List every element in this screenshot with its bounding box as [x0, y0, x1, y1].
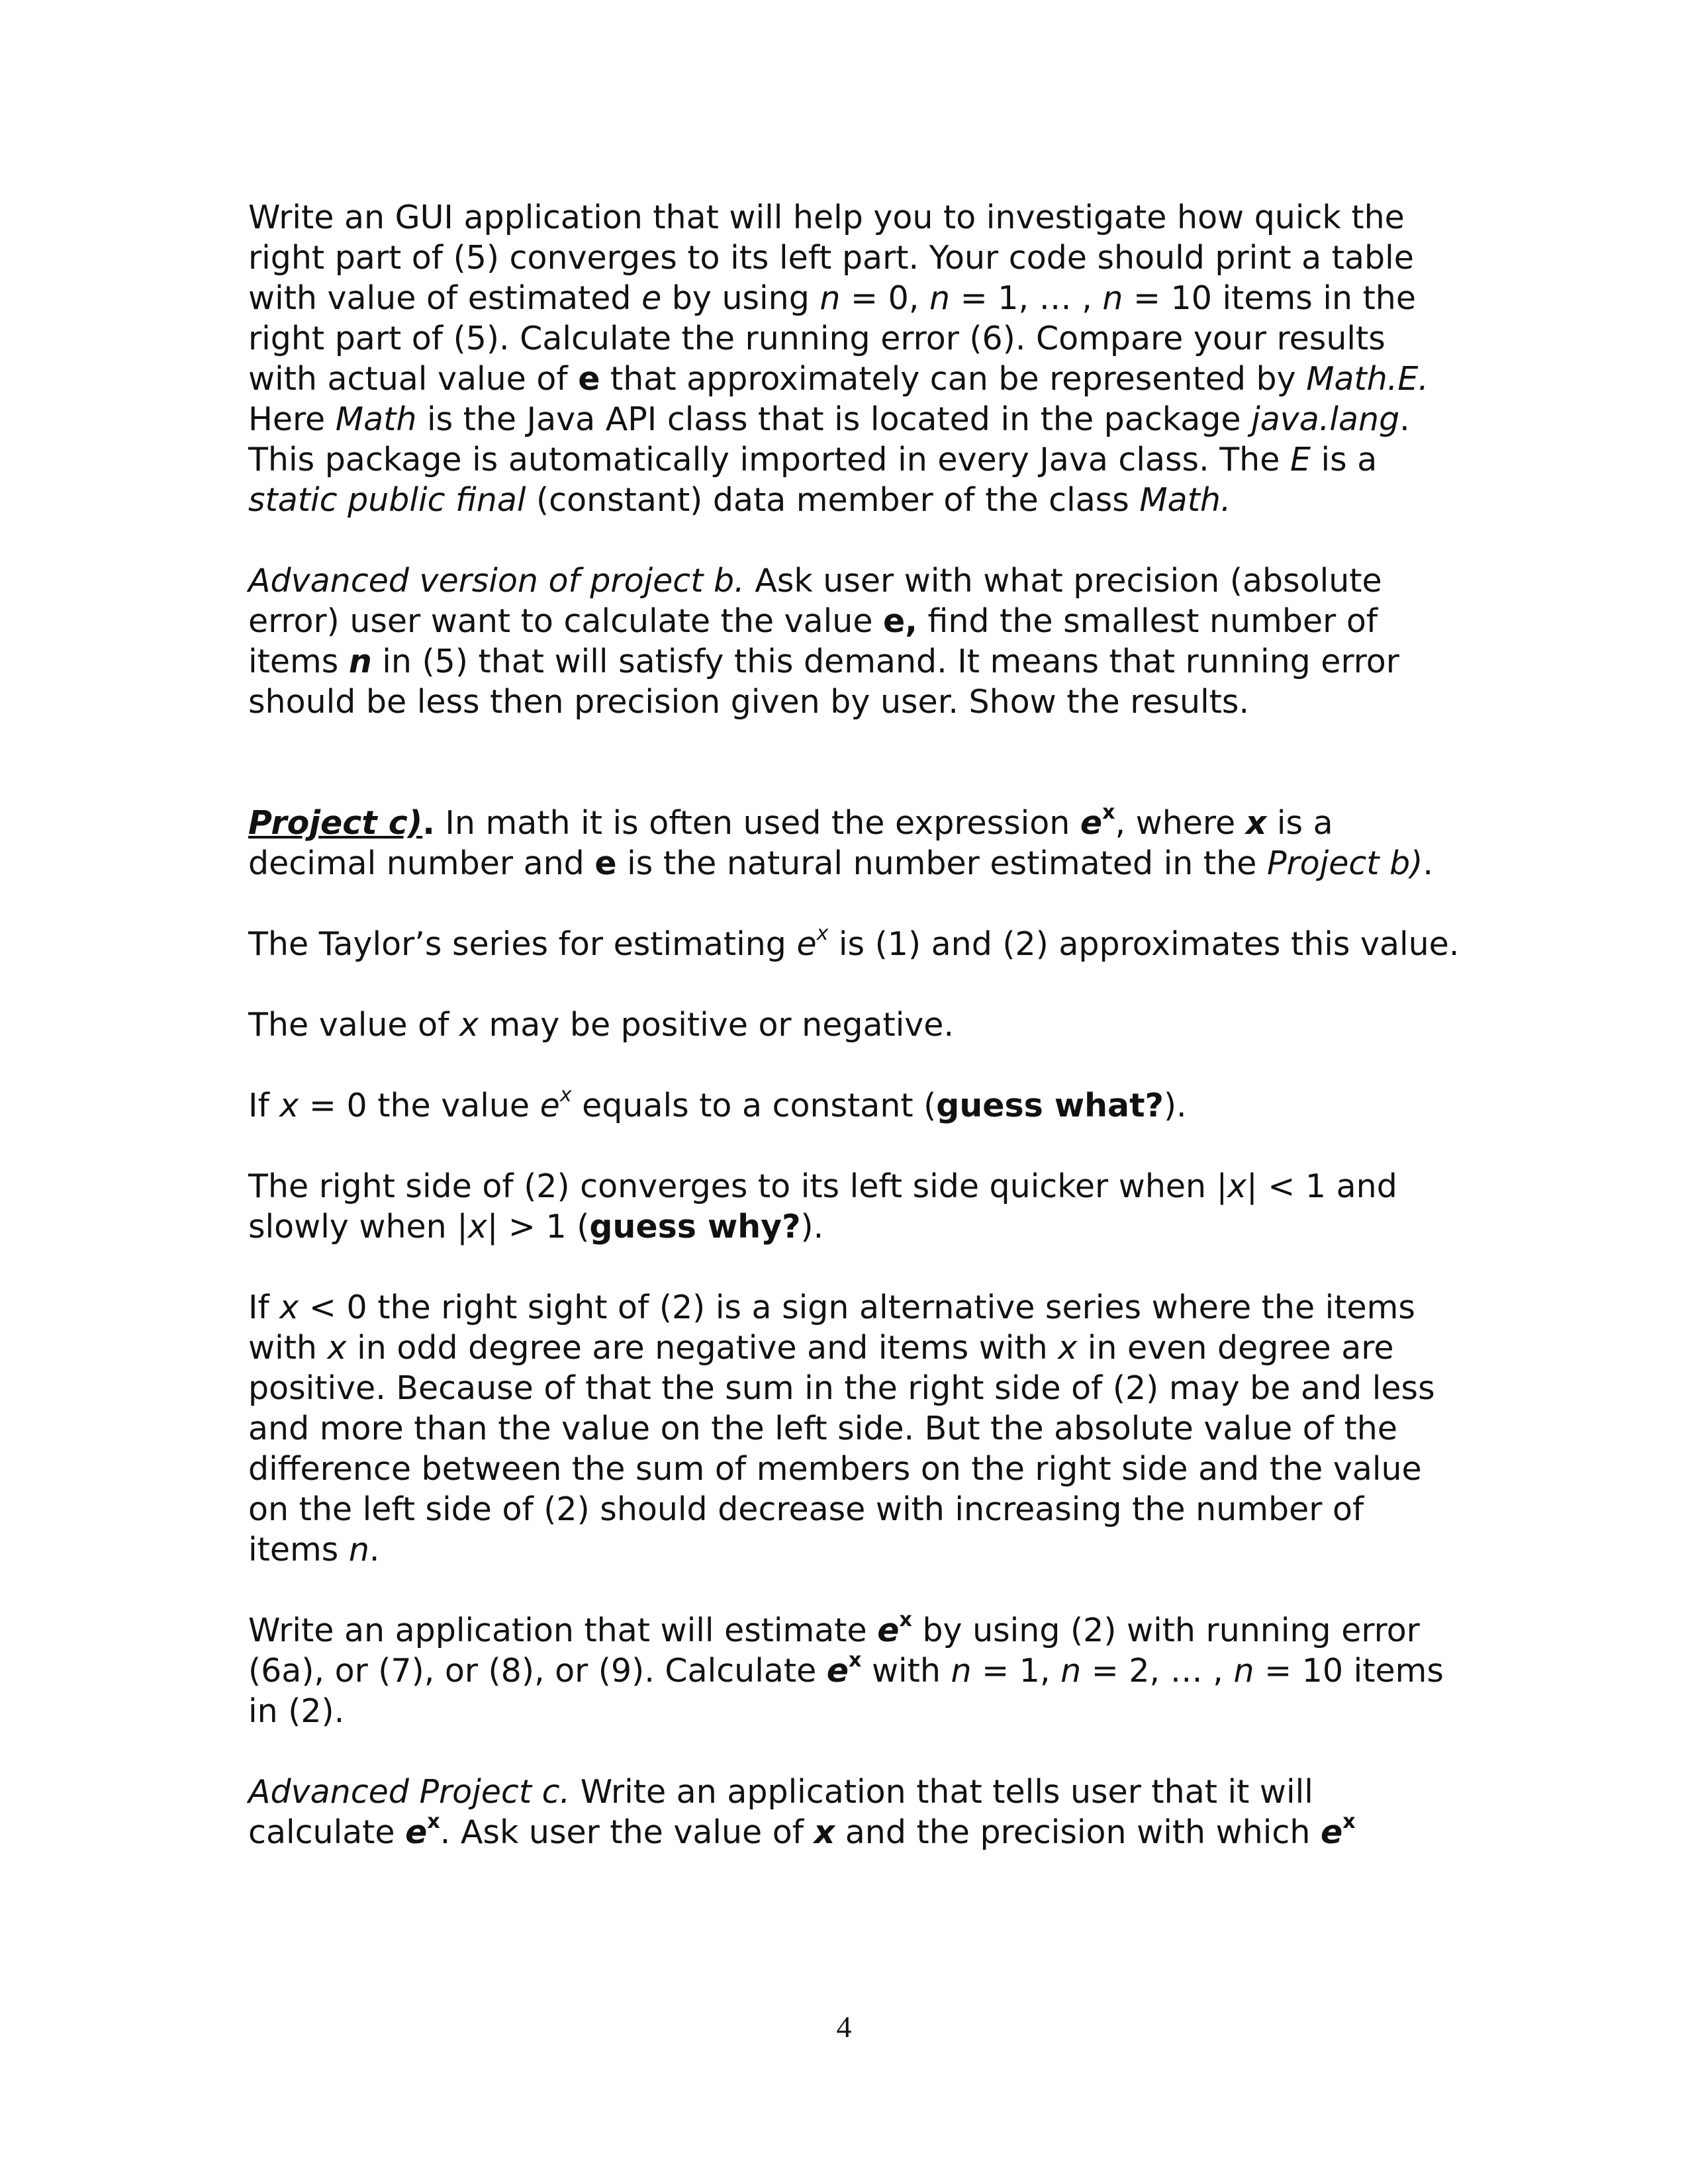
symbol-x: x — [1058, 1329, 1078, 1367]
symbol-x: x — [467, 1208, 487, 1246]
text: ). — [1163, 1087, 1187, 1124]
text: by using (2) with running error (6a), or (7), or (8), or (9). Calculate — [248, 1612, 1420, 1690]
symbol-e-bold: e — [594, 844, 617, 882]
text: . This package is automatically imported in every Java class. The — [248, 400, 1410, 478]
code-math: Math — [335, 400, 417, 438]
text: equals to a constant ( — [571, 1087, 937, 1124]
exponent-x: x — [816, 921, 829, 945]
guess-what: guess what? — [936, 1087, 1164, 1124]
paragraph-negative-x — [248, 1287, 1460, 1570]
text: . — [422, 804, 435, 842]
text: If — [248, 1289, 280, 1326]
text: = 1, — [971, 1652, 1061, 1690]
symbol-e-bold: e — [1321, 1813, 1343, 1851]
exponent-x: x — [1102, 800, 1115, 824]
text: = 10 items in (2). — [248, 1652, 1444, 1730]
page-number: 4 — [836, 2010, 852, 2044]
symbol-x: x — [279, 1289, 299, 1326]
paragraph-advanced-project-c — [248, 1772, 1460, 1852]
symbol-e: e — [539, 1087, 560, 1124]
paragraph-convergence — [248, 1166, 1460, 1247]
code-math: Math. — [1139, 481, 1231, 519]
text: Ask user with what precision (absolute error) user want to calculate the value — [248, 562, 1382, 640]
text: , where — [1115, 804, 1246, 842]
exponent-x: x — [1342, 1809, 1356, 1833]
text: = 10 items in the right part of (5). Calculate the running error (6). Compare your results with actual value of — [248, 279, 1417, 398]
text: Here — [248, 400, 336, 438]
paragraph-taylor-series — [248, 921, 1460, 964]
text: Write an application that will estimate — [248, 1612, 878, 1649]
code-math-e: Math.E. — [1306, 360, 1429, 398]
paragraph-project-c — [248, 800, 1460, 884]
project-b-reference: Project b) — [1266, 844, 1423, 882]
symbol-e: e — [796, 925, 817, 963]
symbol-n-bold: n — [348, 643, 372, 680]
guess-why: guess why? — [589, 1208, 801, 1246]
text: | > 1 ( — [487, 1208, 590, 1246]
paragraph-estimate-ex — [248, 1610, 1460, 1731]
text: . Ask user the value of — [440, 1813, 814, 1851]
project-c-heading: Project c) — [248, 804, 423, 842]
symbol-e-bold: e — [877, 1612, 900, 1649]
text: The Taylor’s series for estimating — [248, 925, 797, 963]
paragraph-gui-application — [248, 197, 1460, 520]
text: is the natural number estimated in the — [616, 844, 1267, 882]
text: = 0 the value — [299, 1087, 540, 1124]
symbol-x: x — [279, 1087, 299, 1124]
text: The value of — [248, 1006, 459, 1044]
code-java-lang: java.lang — [1251, 400, 1400, 438]
code-static-public-final: static public final — [248, 481, 526, 519]
text: with — [861, 1652, 951, 1690]
text: = 1, … , — [950, 279, 1103, 317]
symbol-e-bold: e — [578, 360, 600, 398]
text: is the Java API class that is located in the package — [416, 400, 1252, 438]
symbol-n: n — [820, 279, 841, 317]
exponent-x: x — [849, 1648, 862, 1672]
text: < 0 the right sight of (2) is a sign alternative series where the items with — [248, 1289, 1415, 1367]
text: In math it is often used the expression — [434, 804, 1080, 842]
symbol-x: x — [327, 1329, 347, 1367]
symbol-x-bold: x — [1245, 804, 1267, 842]
text: may be positive or negative. — [478, 1006, 955, 1044]
text: ). — [800, 1208, 824, 1246]
page-body — [248, 197, 1460, 1852]
text: find the smallest number of items — [248, 602, 1378, 680]
text: by using — [661, 279, 820, 317]
exponent-x: x — [559, 1083, 572, 1107]
symbol-n: n — [929, 279, 951, 317]
text: is a decimal number and — [248, 804, 1333, 882]
text: | < 1 and slowly when | — [248, 1167, 1397, 1246]
text: Write an application that tells user that it will calculate — [248, 1773, 1313, 1851]
advanced-version-label: Advanced version of project b. — [248, 562, 745, 600]
text: = 0, — [840, 279, 930, 317]
text: in (5) that will satisfy this demand. It means that running error should be less then precision given by user. Show the results. — [248, 643, 1399, 721]
symbol-x-bold: x — [814, 1813, 835, 1851]
symbol-e: e — [641, 279, 662, 317]
symbol-e-bold: e, — [883, 602, 917, 640]
paragraph-x-zero — [248, 1085, 1460, 1126]
text: and the precision with which — [835, 1813, 1321, 1851]
text: is (1) and (2) approximates this value. — [828, 925, 1460, 963]
text: . — [1423, 844, 1433, 882]
text: in odd degree are negative and items with — [346, 1329, 1058, 1367]
code-E: E — [1289, 441, 1311, 478]
exponent-x: x — [899, 1608, 912, 1631]
paragraph-advanced-project-b — [248, 561, 1460, 722]
symbol-e-bold: e — [1080, 804, 1103, 842]
symbol-x: x — [459, 1006, 479, 1044]
paragraph-x-sign — [248, 1005, 1460, 1045]
text: (constant) data member of the class — [526, 481, 1140, 519]
text: If — [248, 1087, 280, 1124]
text: . — [369, 1531, 380, 1569]
text: Write an GUI application that will help you to investigate how quick the right part of (5) converges to its left part. Your code should print a table with value of estimated — [248, 199, 1414, 317]
symbol-e-bold: e — [826, 1652, 849, 1690]
symbol-n: n — [348, 1531, 369, 1569]
text: is a — [1310, 441, 1378, 478]
symbol-e-bold: e — [405, 1813, 428, 1851]
symbol-n: n — [1233, 1652, 1254, 1690]
advanced-project-c-label: Advanced Project c. — [248, 1773, 571, 1811]
symbol-x: x — [1227, 1167, 1247, 1205]
text: = 2, … , — [1081, 1652, 1234, 1690]
symbol-n: n — [1060, 1652, 1082, 1690]
symbol-n: n — [951, 1652, 972, 1690]
exponent-x: x — [427, 1809, 440, 1833]
symbol-n: n — [1102, 279, 1123, 317]
text: The right side of (2) converges to its left side quicker when | — [248, 1167, 1228, 1205]
text: in even degree are positive. Because of that the sum in the right side of (2) may be and less and more than the value on the left side. But the absolute value of the difference between the sum of members on the right side and the value on the left side of (2) should decrease with increasing the number of items — [248, 1329, 1435, 1569]
text: that approximately can be represented by — [600, 360, 1307, 398]
